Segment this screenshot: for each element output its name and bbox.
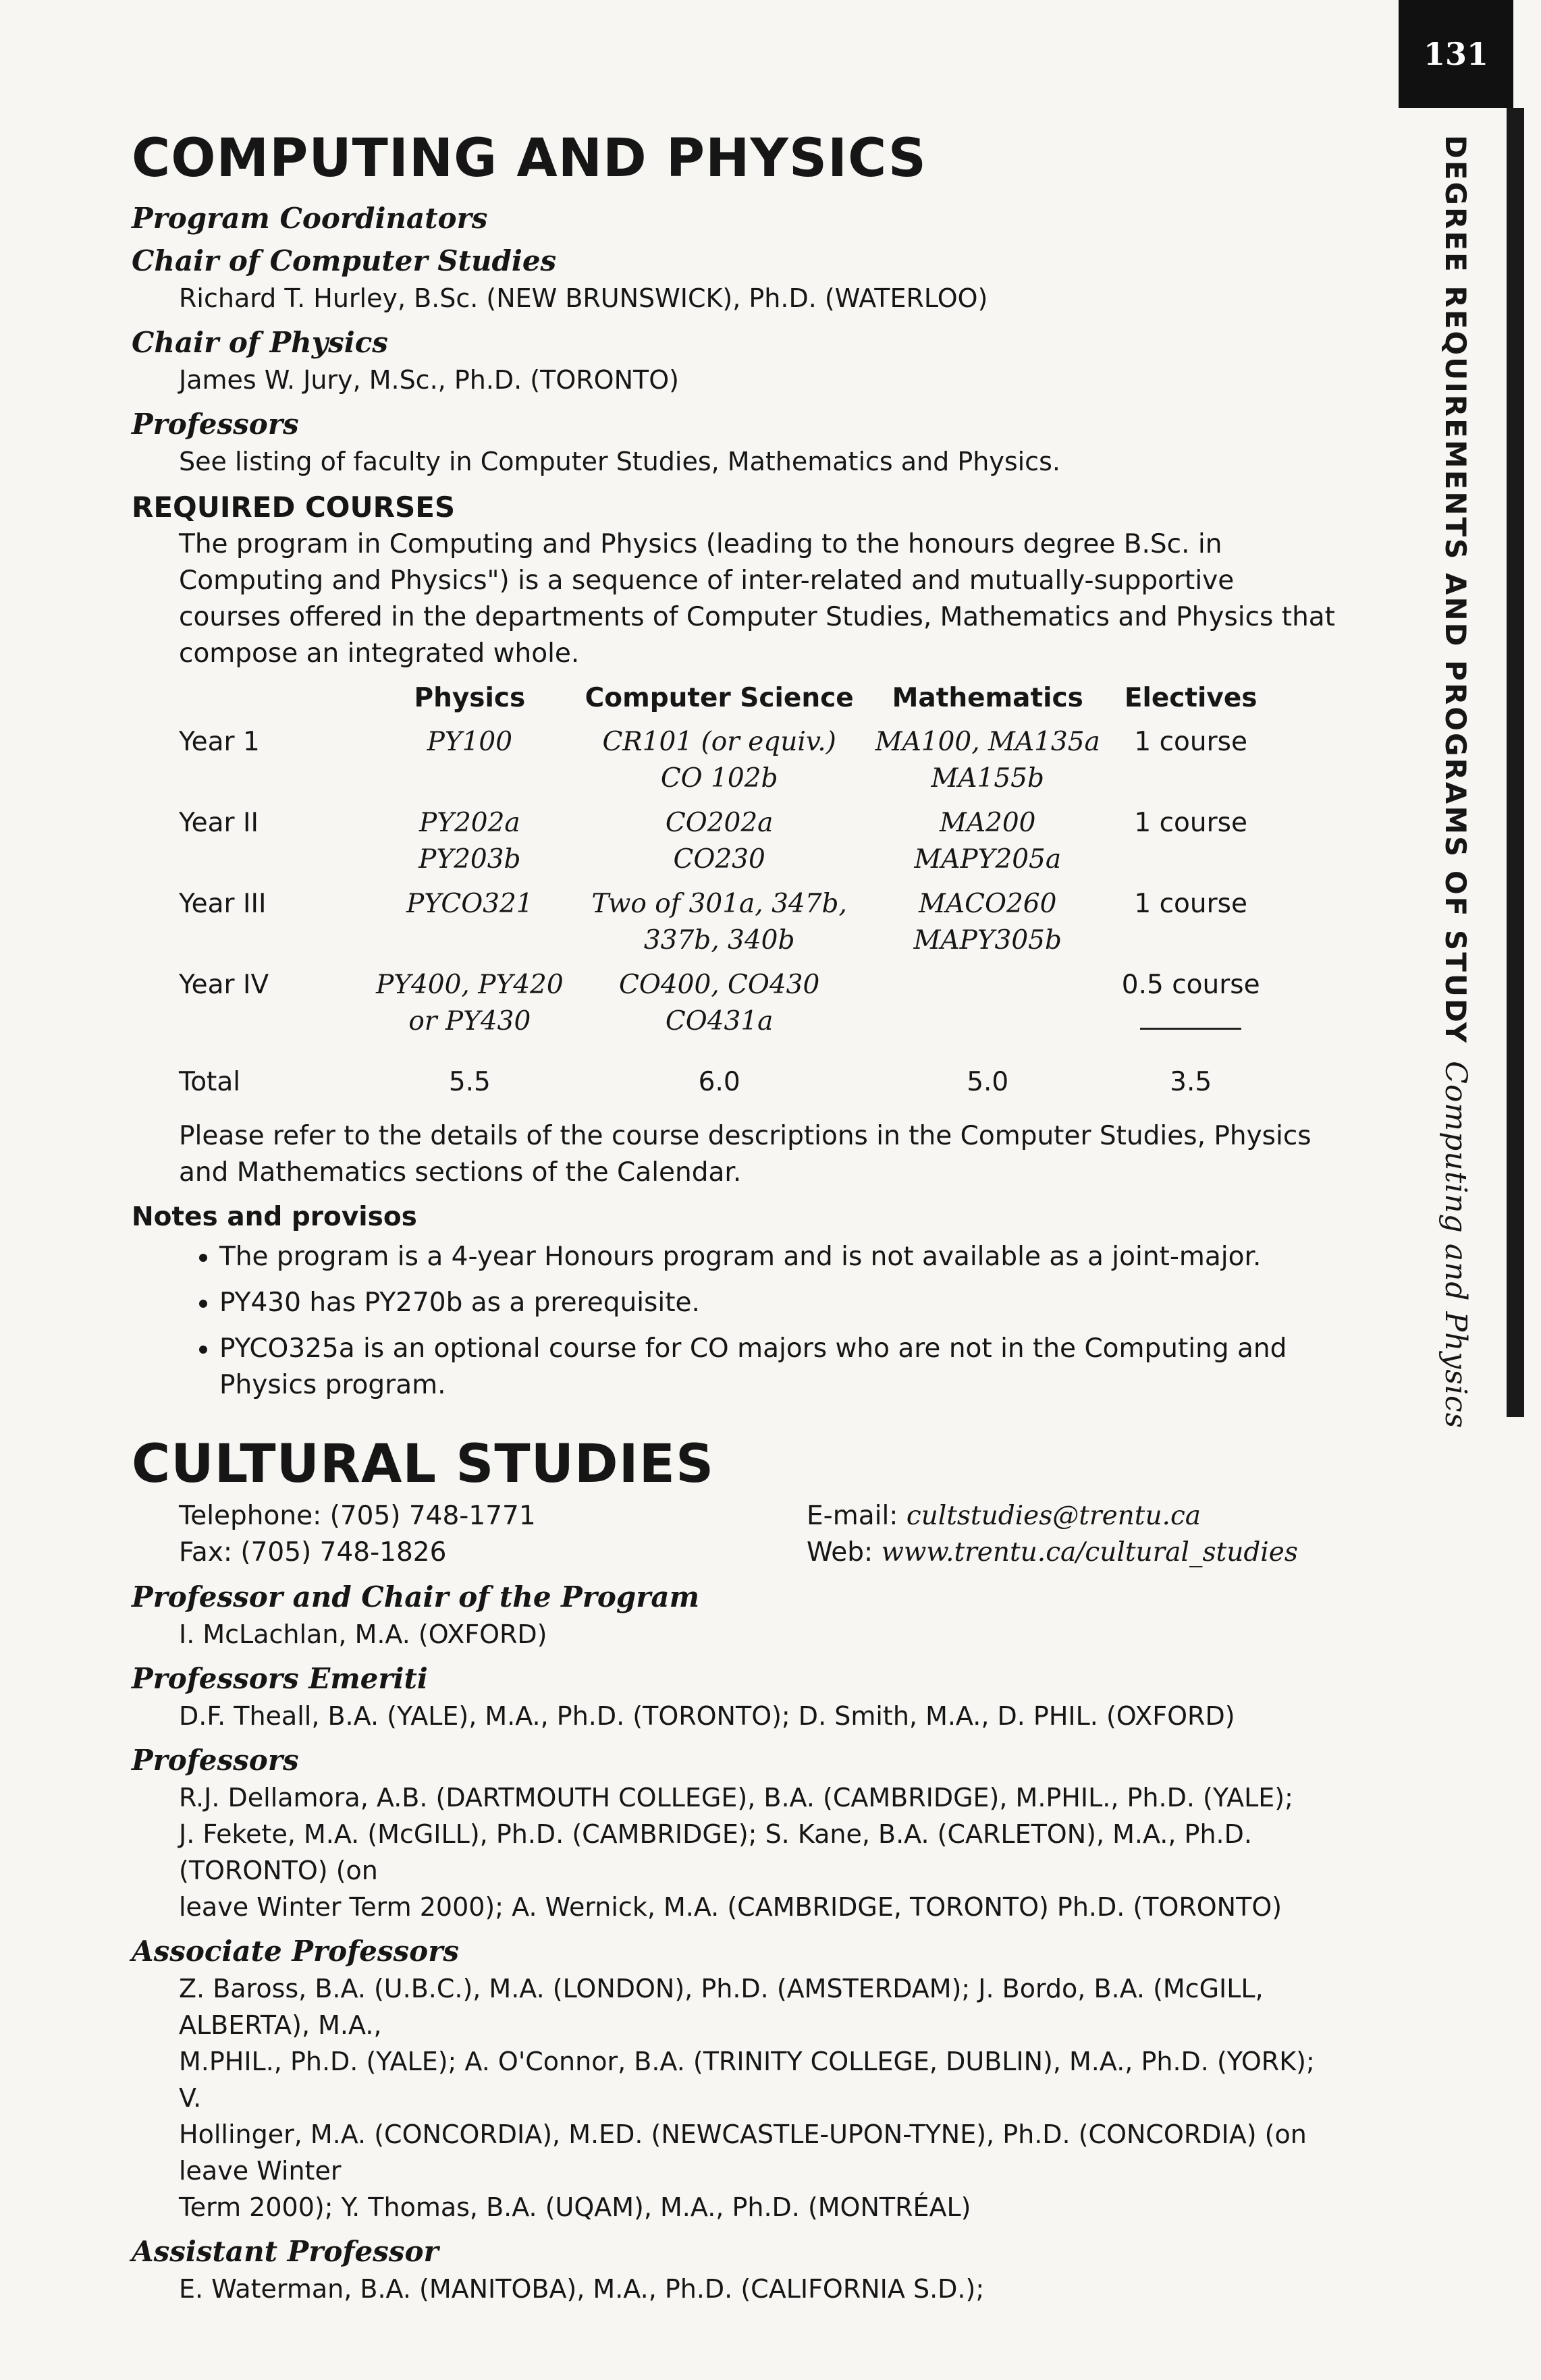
table-cell: MA200 MAPY205a: [914, 808, 1062, 875]
table-cell: 5.5: [448, 1067, 491, 1097]
required-courses-text: The program in Computing and Physics (leading to the honours degree B.Sc. in Computing and Physics") is a sequence of inter-related and mutually-supportive courses offered in the departments of Computer Studies, Mathematics and Physics that compose an integrated whole.: [179, 529, 1335, 669]
chair-heading: Professor and Chair of the Program: [132, 1580, 700, 1613]
web-link[interactable]: www.trentu.ca/cultural_studies: [881, 1537, 1298, 1568]
emeriti-heading: Professors Emeriti: [132, 1662, 428, 1695]
table-cell: CO202a CO230: [665, 808, 774, 875]
faculty-line: J. Fekete, M.A. (McGILL), Ph.D. (CAMBRIDGE); S. Kane, B.A. (CARLETON), M.A., Ph.D. (TORONTO) (on: [179, 1819, 1252, 1885]
coordinators-heading: Program Coordinators: [132, 202, 488, 235]
web-line: [807, 1534, 1298, 1571]
table-header: Computer Science: [585, 683, 854, 713]
emeriti-names: D.F. Theall, B.A. (YALE), M.A., Ph.D. (TORONTO); D. Smith, M.A., D. PHIL. (OXFORD): [179, 1701, 1235, 1731]
assistant-heading: Assistant Professor: [132, 2235, 439, 2268]
table-cell: [1111, 963, 1271, 1044]
table-cell: Total: [179, 1067, 241, 1097]
faculty-line: M.PHIL., Ph.D. (YALE); A. O'Connor, B.A. (TRINITY COLLEGE, DUBLIN), M.A., Ph.D. (YORK); V.: [179, 2047, 1315, 2113]
side-title: DEGREE REQUIREMENTS AND PROGRAMS OF STUDY: [1439, 135, 1472, 1045]
list-item: • PYCO325a is an optional course for CO majors who are not in the Computing and Physics program.: [219, 1331, 1340, 1404]
table-cell: CR101 (or equiv.) CO 102b: [602, 727, 836, 794]
page-number: 131: [1399, 0, 1513, 108]
table-total-row: [179, 1044, 1271, 1105]
table-cell: 6.0: [698, 1067, 740, 1097]
table-cell: PY100: [427, 727, 513, 757]
table-cell: CO400, CO430 CO431a: [619, 970, 820, 1036]
table-header: [179, 676, 365, 720]
table-cell: Year II: [179, 808, 259, 838]
table-cell: 5.0: [967, 1067, 1009, 1097]
table-row: [179, 720, 1271, 801]
side-subtitle: Computing and Physics: [1438, 1061, 1473, 1429]
table-header: Electives: [1124, 683, 1258, 713]
email-label: E-mail:: [807, 1501, 907, 1531]
table-row: [179, 882, 1271, 963]
faculty-line: leave Winter Term 2000); A. Wernick, M.A. (CAMBRIDGE, TORONTO) Ph.D. (TORONTO): [179, 1892, 1282, 1922]
contact-block: [179, 1498, 1340, 1571]
faculty-line: R.J. Dellamora, A.B. (DARTMOUTH COLLEGE), B.A. (CAMBRIDGE), M.PHIL., Ph.D. (YALE);: [179, 1783, 1293, 1812]
section-title-computing-physics: COMPUTING AND PHYSICS: [132, 128, 927, 189]
table-row: [179, 801, 1271, 882]
web-label: Web:: [807, 1537, 882, 1568]
table-cell: 1 course: [1134, 889, 1247, 919]
table-row: [179, 963, 1271, 1044]
professors-heading: Professors: [132, 408, 299, 441]
table-cell: [865, 963, 1111, 1044]
fax: Fax: (705) 748-1826: [179, 1537, 447, 1568]
faculty-line: Z. Baross, B.A. (U.B.C.), M.A. (LONDON), Ph.D. (AMSTERDAM); J. Bordo, B.A. (McGILL, ALBERTA), M.A.,: [179, 1974, 1264, 2040]
table-cell: 3.5: [1170, 1067, 1212, 1097]
divider: [1140, 1028, 1241, 1030]
required-courses-heading: REQUIRED COURSES: [132, 491, 456, 524]
associate-heading: Associate Professors: [132, 1935, 459, 1968]
table-cell: PYCO321: [406, 889, 533, 919]
table-cell: PY202a PY203b: [418, 808, 521, 875]
chair-physics-name: James W. Jury, M.Sc., Ph.D. (TORONTO): [179, 365, 679, 395]
table-cell: 1 course: [1134, 808, 1247, 838]
section-title-cultural-studies: CULTURAL STUDIES: [132, 1434, 715, 1495]
email-line: [807, 1498, 1298, 1534]
faculty-line: Hollinger, M.A. (CONCORDIA), M.ED. (NEWCASTLE-UPON-TYNE), Ph.D. (CONCORDIA) (on leave Winter: [179, 2120, 1307, 2186]
table-cell: Year III: [179, 889, 267, 919]
page-content: [132, 125, 1340, 2307]
table-cell: MACO260 MAPY305b: [913, 889, 1062, 956]
chair-name: I. McLachlan, M.A. (OXFORD): [179, 1620, 547, 1649]
courses-table: [179, 676, 1271, 1105]
telephone: Telephone: (705) 748-1771: [179, 1501, 536, 1531]
email-link[interactable]: cultstudies@trentu.ca: [906, 1501, 1201, 1531]
table-header: Physics: [414, 683, 526, 713]
refer-text: Please refer to the details of the course descriptions in the Computer Studies, Physics and Mathematics sections of the Calendar.: [179, 1121, 1312, 1188]
notes-list: [132, 1239, 1340, 1404]
side-running-head: [1438, 135, 1473, 1429]
assistant-name: E. Waterman, B.A. (MANITOBA), M.A., Ph.D. (CALIFORNIA S.D.);: [179, 2274, 985, 2304]
table-cell: Year IV: [179, 970, 269, 1000]
table-cell-value: 0.5 course: [1121, 970, 1260, 1000]
list-item: • The program is a 4-year Honours program and is not available as a joint-major.: [219, 1239, 1340, 1275]
chair-cs-heading: Chair of Computer Studies: [132, 244, 557, 277]
list-item: • PY430 has PY270b as a prerequisite.: [219, 1285, 1340, 1321]
cs-professors-heading: Professors: [132, 1744, 299, 1777]
chair-cs-name: Richard T. Hurley, B.Sc. (NEW BRUNSWICK), Ph.D. (WATERLOO): [179, 283, 988, 313]
faculty-line: Term 2000); Y. Thomas, B.A. (UQAM), M.A., Ph.D. (MONTRÉAL): [179, 2192, 971, 2222]
chair-physics-heading: Chair of Physics: [132, 326, 388, 359]
professors-text: See listing of faculty in Computer Studies, Mathematics and Physics.: [179, 447, 1060, 476]
table-cell: Two of 301a, 347b, 337b, 340b: [591, 889, 847, 956]
side-rule: [1507, 108, 1524, 1417]
table-cell: Year 1: [179, 727, 260, 757]
notes-heading: Notes and provisos: [132, 1202, 417, 1232]
table-cell: PY400, PY420 or PY430: [376, 970, 564, 1036]
table-cell: 1 course: [1134, 727, 1247, 757]
table-cell: MA100, MA135a MA155b: [875, 727, 1100, 794]
table-header: Mathematics: [892, 683, 1083, 713]
